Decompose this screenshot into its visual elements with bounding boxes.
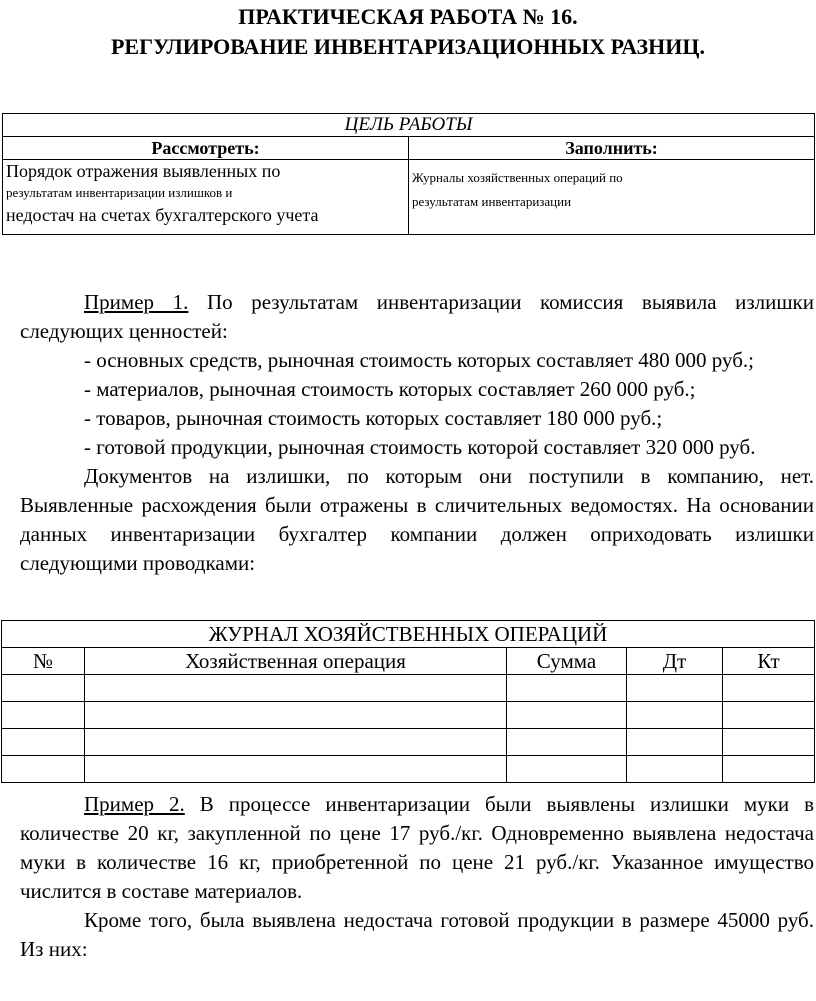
table-cell	[507, 729, 627, 756]
table-cell	[507, 756, 627, 783]
goal-fill-line: Журналы хозяйственных операций по	[412, 170, 623, 185]
goal-fill-cell	[409, 160, 815, 235]
goal-review-line: результатам инвентаризации излишков и	[6, 185, 233, 200]
table-cell	[723, 729, 815, 756]
table-cell	[2, 675, 85, 702]
goal-review-cell	[3, 160, 409, 235]
table-cell	[2, 756, 85, 783]
goal-table-caption: ЦЕЛЬ РАБОТЫ	[3, 114, 815, 137]
journal-header-amount: Сумма	[507, 648, 627, 675]
example1-intro-text: По результатам инвентаризации комиссия выявила излишки следующих ценностей:	[20, 290, 814, 343]
table-cell	[723, 756, 815, 783]
table-cell	[507, 702, 627, 729]
table-cell	[85, 756, 507, 783]
example1-label: Пример 1.	[84, 290, 189, 314]
table-cell	[85, 675, 507, 702]
journal-caption: ЖУРНАЛ ХОЗЯЙСТВЕННЫХ ОПЕРАЦИЙ	[2, 621, 815, 648]
example1-item: - готовой продукции, рыночная стоимость которой составляет 320 000 руб.	[84, 435, 756, 459]
table-cell	[85, 702, 507, 729]
example2-intro	[20, 790, 814, 906]
table-row	[2, 675, 815, 702]
example2-intro-text: В процессе инвентаризации были выявлены излишки муки в количестве 20 кг, закупленной по цене 17 руб./кг. Одновременно выявлена недостача муки в количестве 16 кг, приобретенной по цене 21 руб./кг. Указанное имущество числится в составе материалов.	[20, 792, 814, 903]
example2-label: Пример 2.	[84, 792, 185, 816]
goal-col-review-header: Рассмотреть:	[3, 137, 409, 160]
table-cell	[507, 675, 627, 702]
goal-review-line: недостач на счетах бухгалтерского учета	[6, 205, 319, 225]
table-cell	[723, 675, 815, 702]
table-cell	[627, 675, 723, 702]
example1-paragraph: Документов на излишки, по которым они поступили в компанию, нет. Выявленные расхождения были отражены в сличительных ведомостях. На основании данных инвентаризации бухгалтер компании должен оприходовать излишки следующими проводками:	[20, 464, 814, 575]
example1-block	[20, 288, 814, 578]
journal-header-credit: Кт	[723, 648, 815, 675]
example2-block	[20, 790, 814, 964]
table-row	[2, 756, 815, 783]
table-cell	[2, 702, 85, 729]
journal-header-number: №	[2, 648, 85, 675]
table-row	[2, 702, 815, 729]
table-row	[2, 729, 815, 756]
example1-item: - материалов, рыночная стоимость которых составляет 260 000 руб.;	[84, 377, 696, 401]
journal-table	[1, 620, 815, 783]
goal-table	[2, 113, 815, 235]
table-cell	[723, 702, 815, 729]
table-cell	[627, 702, 723, 729]
goal-fill-line: результатам инвентаризации	[412, 194, 572, 209]
journal-header-operation: Хозяйственная операция	[85, 648, 507, 675]
example1-intro	[20, 288, 814, 346]
page-title: ПРАКТИЧЕСКАЯ РАБОТА № 16.	[238, 4, 578, 29]
table-cell	[627, 756, 723, 783]
goal-col-fill-header: Заполнить:	[409, 137, 815, 160]
example2-paragraph: Кроме того, была выявлена недостача готовой продукции в размере 45000 руб. Из них:	[20, 908, 814, 961]
table-cell	[627, 729, 723, 756]
table-cell	[85, 729, 507, 756]
page-subtitle: РЕГУЛИРОВАНИЕ ИНВЕНТАРИЗАЦИОННЫХ РАЗНИЦ.	[110, 34, 706, 59]
example1-item: - основных средств, рыночная стоимость которых составляет 480 000 руб.;	[84, 348, 755, 372]
goal-review-line: Порядок отражения выявленных по	[6, 161, 281, 181]
journal-header-debit: Дт	[627, 648, 723, 675]
table-cell	[2, 729, 85, 756]
example1-item: - товаров, рыночная стоимость которых составляет 180 000 руб.;	[84, 406, 663, 430]
